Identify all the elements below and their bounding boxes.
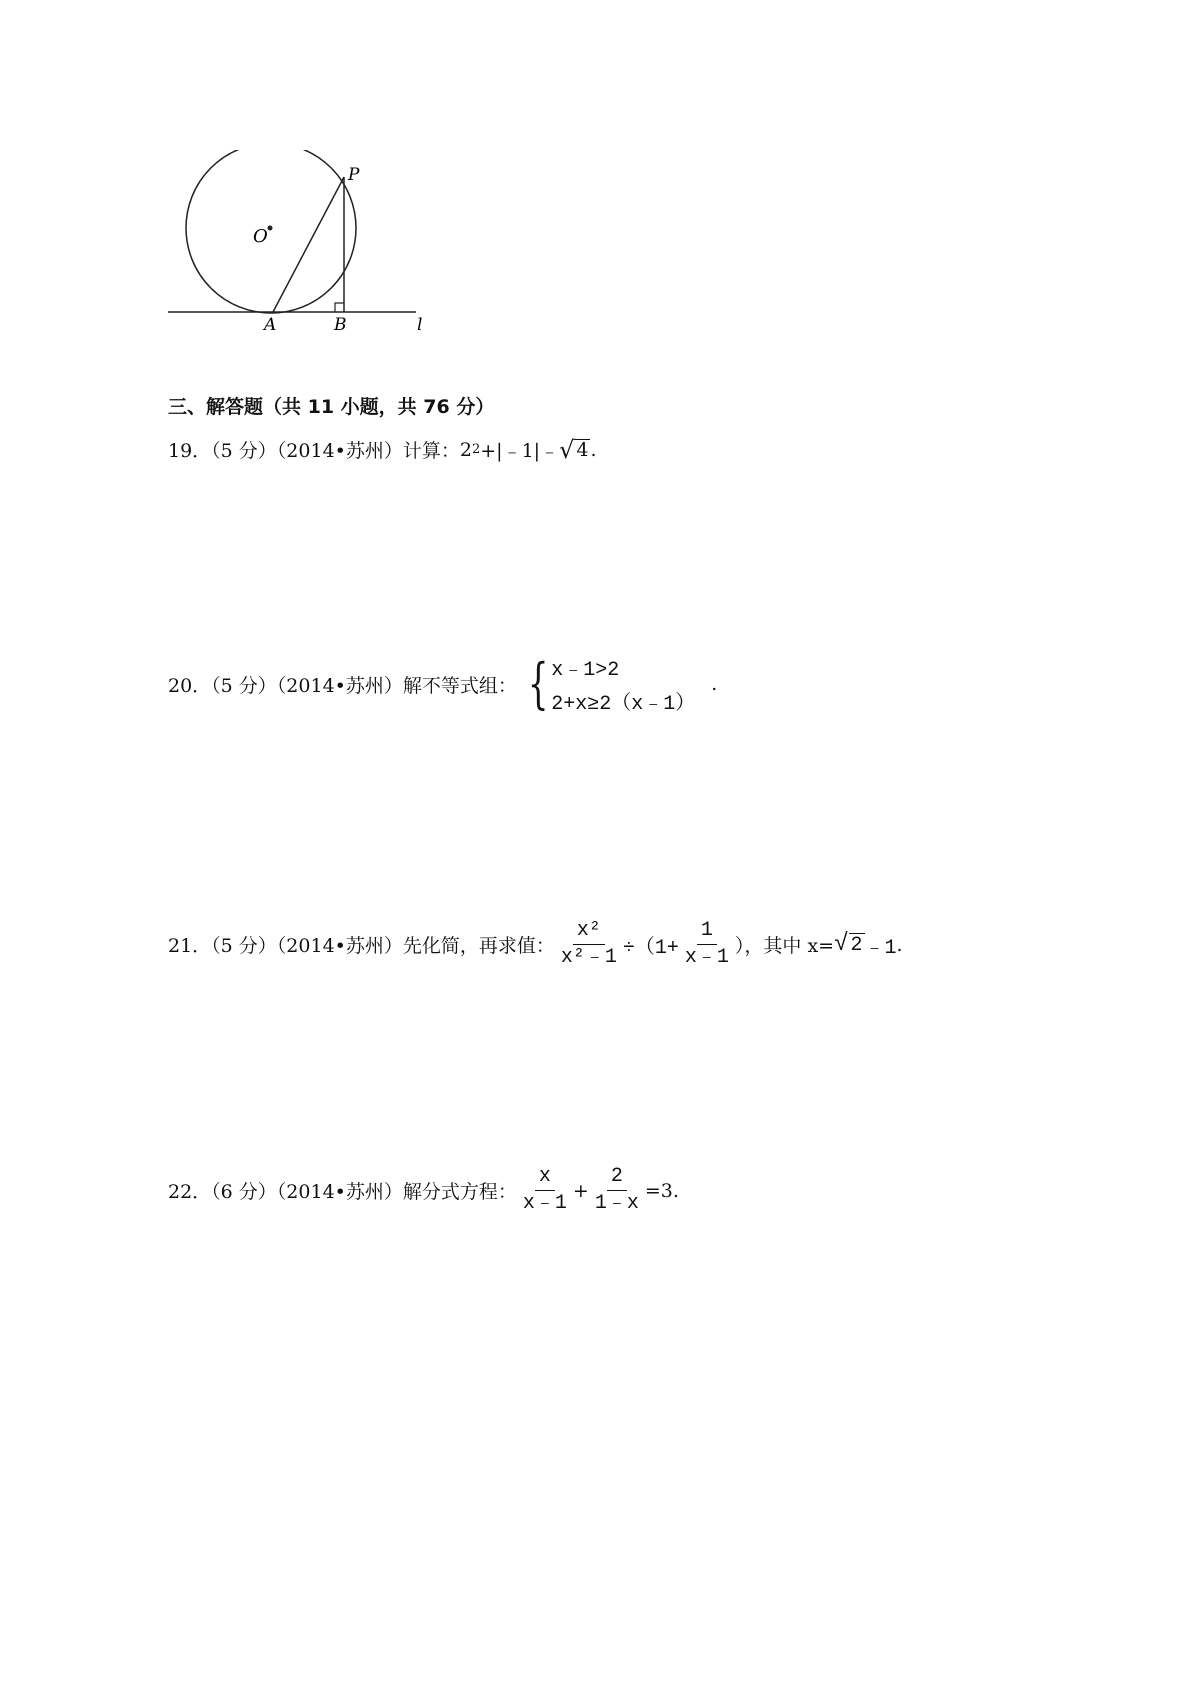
question-22 (168, 1166, 679, 1215)
q19-exponent: 2 (471, 442, 481, 457)
q20-end: . (711, 673, 718, 695)
q21-fraction-2 (681, 920, 733, 969)
center-dot (268, 226, 273, 231)
label-b: B (334, 315, 347, 335)
q22-f1-numerator: x (535, 1166, 555, 1191)
label-l: l (417, 315, 423, 335)
circle (186, 150, 356, 313)
q22-fraction-2 (591, 1166, 643, 1215)
q21-close: ），其中 x= (734, 935, 835, 957)
q21-f1-denominator: x²﹣1 (560, 946, 617, 969)
q22-plus: + (572, 1179, 589, 1202)
q21-fraction-1 (557, 920, 621, 969)
q21-f2-numerator: 1 (697, 920, 717, 945)
q20-brace: { (527, 652, 549, 715)
label-p: P (348, 165, 360, 185)
section-title: 三、解答题（共 11 小题，共 76 分） (168, 396, 495, 418)
right-angle-mark (335, 303, 344, 312)
q20-line-2: 2+x≥2（x﹣1） (551, 693, 696, 716)
q22-f2-denominator: 1﹣x (594, 1192, 639, 1215)
segment-ap (273, 177, 344, 312)
q19-middle: +|﹣1|﹣ (480, 440, 560, 462)
q22-end: =3. (644, 1179, 679, 1202)
q20-prefix: 20．（5 分）（2014•苏州）解不等式组： (168, 674, 517, 697)
q21-prefix: 21．（5 分）（2014•苏州）先化简，再求值： (168, 935, 555, 957)
question-20 (168, 652, 717, 716)
label-a: A (264, 315, 277, 335)
q19-prefix: 19．（5 分）（2014•苏州）计算： (168, 440, 460, 462)
geometry-figure (168, 150, 448, 360)
q20-line-1: x﹣1>2 (551, 659, 620, 682)
q19-radicand: 4 (576, 438, 589, 461)
q21-end: . (896, 933, 903, 956)
q20-inequality-system (521, 652, 695, 716)
circle-tangent-diagram (168, 150, 448, 360)
q19-end: . (590, 438, 597, 461)
q22-f1-denominator: x﹣1 (522, 1192, 567, 1215)
q21-radicand: 2 (850, 933, 863, 957)
q21-f1-numerator: x² (573, 920, 605, 945)
label-o: O (253, 226, 268, 247)
q19-sqrt: √ 4 (559, 435, 589, 464)
q21-divide: ÷（1+ (622, 936, 679, 960)
q21-tail: ﹣1 (864, 936, 897, 960)
question-19 (168, 436, 597, 463)
question-21 (168, 920, 903, 969)
q19-base: 2 (459, 438, 472, 461)
q22-fraction-1 (519, 1166, 571, 1215)
q22-f2-numerator: 2 (607, 1166, 627, 1191)
q21-f2-denominator: x﹣1 (684, 946, 729, 969)
q21-sqrt: √ 2 (834, 930, 863, 958)
q22-prefix: 22．（6 分）（2014•苏州）解分式方程： (168, 1181, 517, 1203)
